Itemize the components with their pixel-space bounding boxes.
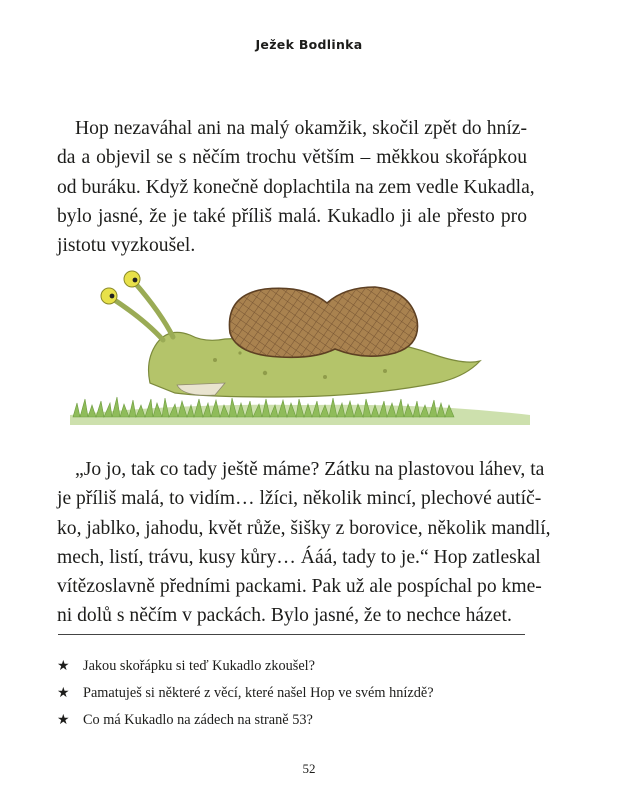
text-line: da a objevil se s něčím trochu větším – měkkou skořápkou <box>57 147 527 169</box>
running-header: Ježek Bodlinka <box>255 37 363 52</box>
text-line: vítězoslavně předními packami. Pak už ale pospíchal po kme- <box>57 576 542 598</box>
snail-eye-stalks <box>101 271 173 340</box>
text-line: je příliš malá, to vidím… lžíci, několik mincí, plechové autíč- <box>57 488 542 510</box>
text-line: „Jo jo, tak co tady ještě máme? Zátku na plastovou láhev, ta <box>75 459 545 480</box>
text-line: ko, jablko, jahodu, květ růže, šišky z borovice, několik mandlí, <box>57 517 551 539</box>
question-text: Jakou skořápku si teď Kukadlo zkoušel? <box>83 658 315 674</box>
paragraph-2 <box>57 455 551 631</box>
peanut-shell <box>229 287 417 357</box>
grass <box>70 397 530 425</box>
text-line: Hop nezaváhal ani na malý okamžik, skočil zpět do hníz- <box>75 118 527 139</box>
question-list <box>57 657 537 738</box>
question-item <box>57 711 537 738</box>
star-icon: ★ <box>57 712 70 728</box>
text-line: mech, listí, trávu, kusy kůry… Ááá, tady to je.“ Hop zatleskal <box>57 546 541 568</box>
question-item <box>57 684 537 711</box>
text-line: jistotu vyzkoušel. <box>57 235 196 257</box>
star-icon: ★ <box>57 685 70 701</box>
text-line: od buráku. Když konečně doplachtila na zem vedle Kukadla, <box>57 176 535 198</box>
divider <box>58 634 525 635</box>
text-line: ni dolů s něčím v packách. Bylo jasné, že to nechce házet. <box>57 605 512 627</box>
question-item <box>57 657 537 684</box>
star-icon: ★ <box>57 658 70 674</box>
text-line: bylo jasné, že je také příliš malá. Kukadlo ji ale přesto pro <box>57 205 527 227</box>
snail-illustration <box>65 265 535 435</box>
paragraph-1 <box>57 114 535 260</box>
question-text: Pamatuješ si některé z věcí, které našel Hop ve svém hnízdě? <box>83 685 434 701</box>
question-text: Co má Kukadlo na zádech na straně 53? <box>83 712 313 728</box>
page-number: 52 <box>302 761 316 776</box>
